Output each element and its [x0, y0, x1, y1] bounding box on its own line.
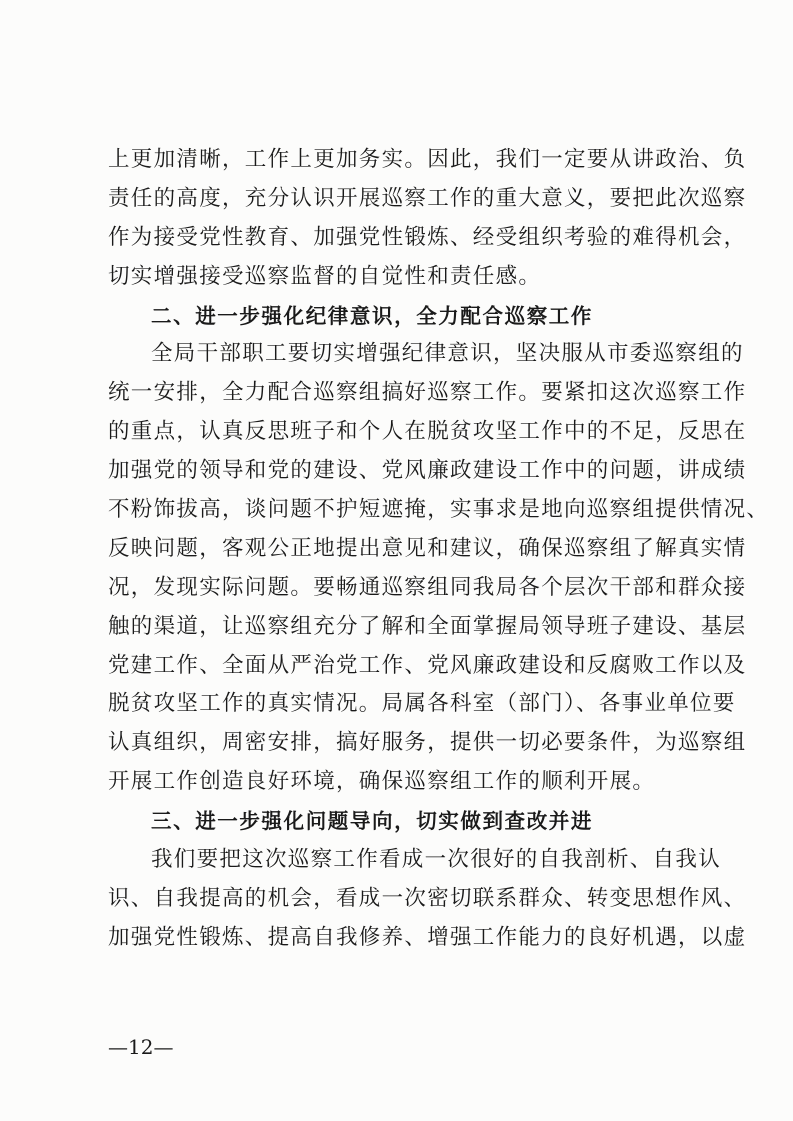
paragraph-line: 开展工作创造良好环境，确保巡察组工作的顺利开展。 — [108, 769, 656, 795]
paragraph-line: 切实增强接受巡察监督的自觉性和责任感。 — [108, 263, 542, 289]
paragraph-line: 认真组织，周密安排，搞好服务，提供一切必要条件，为巡察组 — [108, 730, 747, 756]
body-text — [108, 141, 770, 958]
paragraph-line: 党建工作、全面从严治党工作、党风廉政建设和反腐败工作以及 — [108, 652, 747, 678]
paragraph-line: 我们要把这次巡察工作看成一次很好的自我剖析、自我认 — [151, 847, 722, 873]
section-heading: 三、进一步强化问题导向，切实做到查改并进 — [151, 809, 593, 834]
paragraph-line: 作为接受党性教育、加强党性锻炼、经受组织考验的难得机会， — [108, 224, 747, 250]
paragraph-line: 触的渠道，让巡察组充分了解和全面掌握局领导班子建设、基层 — [108, 613, 747, 639]
page-number: —12— — [108, 1035, 174, 1059]
paragraph-line: 统一安排，全力配合巡察组搞好巡察工作。要紧扣这次巡察工作 — [108, 380, 747, 406]
paragraph-line: 加强党的领导和党的建设、党风廉政建设工作中的问题，讲成绩 — [108, 458, 747, 484]
paragraph-line: 全局干部职工要切实增强纪律意识，坚决服从市委巡察组的 — [151, 341, 744, 367]
paragraph-line: 责任的高度，充分认识开展巡察工作的重大意义，要把此次巡察 — [108, 185, 747, 211]
section-heading: 二、进一步强化纪律意识，全力配合巡察工作 — [151, 303, 593, 328]
paragraph-line: 反映问题，客观公正地提出意见和建议，确保巡察组了解真实情 — [108, 535, 747, 561]
paragraph-line: 脱贫攻坚工作的真实情况。局属各科室（部门）、各事业单位要 — [108, 691, 736, 717]
paragraph-line: 上更加清晰，工作上更加务实。因此，我们一定要从讲政治、负 — [108, 147, 747, 172]
paragraph-line: 的重点，认真反思班子和个人在脱贫攻坚工作中的不足，反思在 — [108, 419, 747, 445]
paragraph-line: 况，发现实际问题。要畅通巡察组同我局各个层次干部和群众接 — [108, 574, 747, 600]
paragraph-line: 加强党性锻炼、提高自我修养、增强工作能力的良好机遇，以虚 — [108, 924, 747, 950]
paragraph-line: 不粉饰拔高，谈问题不护短遮掩，实事求是地向巡察组提供情况、 — [108, 497, 770, 523]
paragraph-line: 识、自我提高的机会，看成一次密切联系群众、转变思想作风、 — [108, 885, 747, 911]
